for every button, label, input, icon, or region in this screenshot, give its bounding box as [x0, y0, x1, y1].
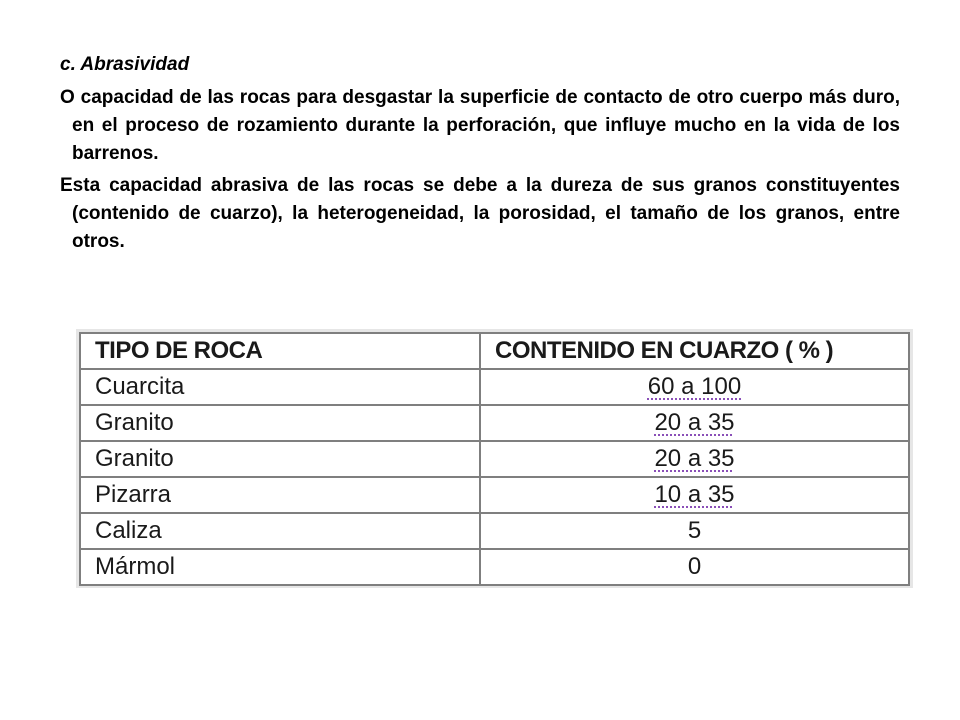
paragraph-definition: O capacidad de las rocas para desgastar la superficie de contacto de otro cuerpo más duro, en el proceso de rozamiento durante la perforación, que influye mucho en la vida de los barrenos. — [60, 87, 900, 164]
quartz-value: 20 a 35 — [654, 409, 735, 436]
section-heading: c. Abrasividad — [60, 54, 190, 75]
table-row — [80, 549, 909, 585]
table-header-row — [80, 333, 909, 369]
rock-name-cell: Mármol — [80, 549, 480, 585]
quartz-value-cell — [480, 477, 909, 513]
text-section — [60, 50, 900, 260]
quartz-content-table — [79, 332, 910, 586]
quartz-value: 10 a 35 — [654, 481, 735, 508]
rock-name-cell: Granito — [80, 405, 480, 441]
quartz-value-cell — [480, 549, 909, 585]
table-row — [80, 441, 909, 477]
quartz-value: 20 a 35 — [654, 445, 735, 472]
header-rock-type: TIPO DE ROCA — [80, 333, 480, 369]
table-row — [80, 369, 909, 405]
quartz-value-cell — [480, 405, 909, 441]
quartz-value-cell — [480, 513, 909, 549]
table-row — [80, 477, 909, 513]
quartz-value: 60 a 100 — [647, 373, 742, 400]
quartz-value: 5 — [687, 517, 702, 544]
rock-name-cell: Granito — [80, 441, 480, 477]
table-row — [80, 513, 909, 549]
header-quartz-content: CONTENIDO EN CUARZO ( % ) — [480, 333, 909, 369]
rock-name-cell: Cuarcita — [80, 369, 480, 405]
paragraph-causes: Esta capacidad abrasiva de las rocas se debe a la dureza de sus granos constituyentes (contenido de cuarzo), la heterogeneidad, la porosidad, el tamaño de los granos, entre otros. — [60, 175, 900, 252]
quartz-content-table-frame — [76, 329, 913, 588]
quartz-value: 0 — [687, 553, 702, 580]
rock-name-cell: Caliza — [80, 513, 480, 549]
rock-name-cell: Pizarra — [80, 477, 480, 513]
quartz-value-cell — [480, 369, 909, 405]
quartz-value-cell — [480, 441, 909, 477]
table-row — [80, 405, 909, 441]
